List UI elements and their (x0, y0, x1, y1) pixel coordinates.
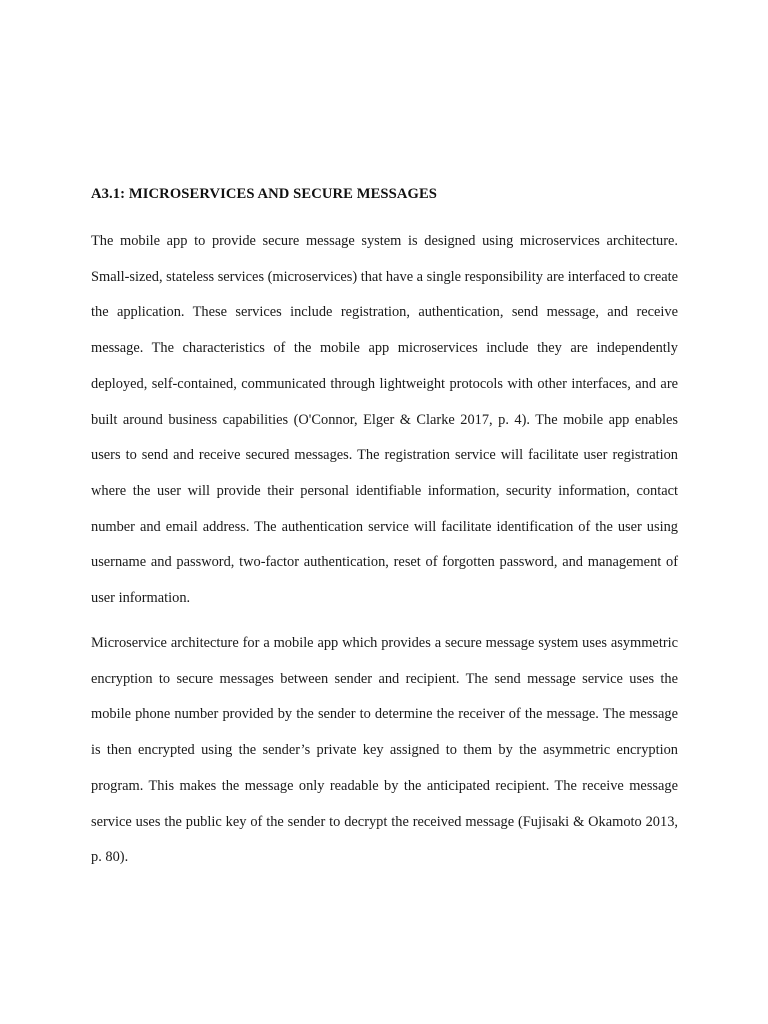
paragraph-microservices-overview: The mobile app to provide secure message system is designed using microservices architecture. Small-sized, stateless services (microservices) that have a single responsibility are interfaced to create the application. These services include registration, authentication, send message, and receive message. The characteristics of the mobile app microservices include they are independently deployed, self-contained, communicated through lightweight protocols with other interfaces, and are built around business capabilities (O'Connor, Elger & Clarke 2017, p. 4). The mobile app enables users to send and receive secured messages. The registration service will facilitate user registration where the user will provide their personal identifiable information, security information, contact number and email address. The authentication service will facilitate identification of the user using username and password, two-factor authentication, reset of forgotten password, and management of user information. (91, 233, 678, 607)
paragraph-asymmetric-encryption: Microservice architecture for a mobile app which provides a secure message system uses asymmetric encryption to secure messages between sender and recipient. The send message service uses the mobile phone number provided by the sender to determine the receiver of the message. The message is then encrypted using the sender’s private key assigned to them by the asymmetric encryption program. This makes the message only readable by the anticipated recipient. The receive message service uses the public key of the sender to decrypt the received message (Fujisaki & Okamoto 2013, p. 80). (91, 635, 678, 866)
section-heading: A3.1: MICROSERVICES AND SECURE MESSAGES (91, 186, 437, 202)
